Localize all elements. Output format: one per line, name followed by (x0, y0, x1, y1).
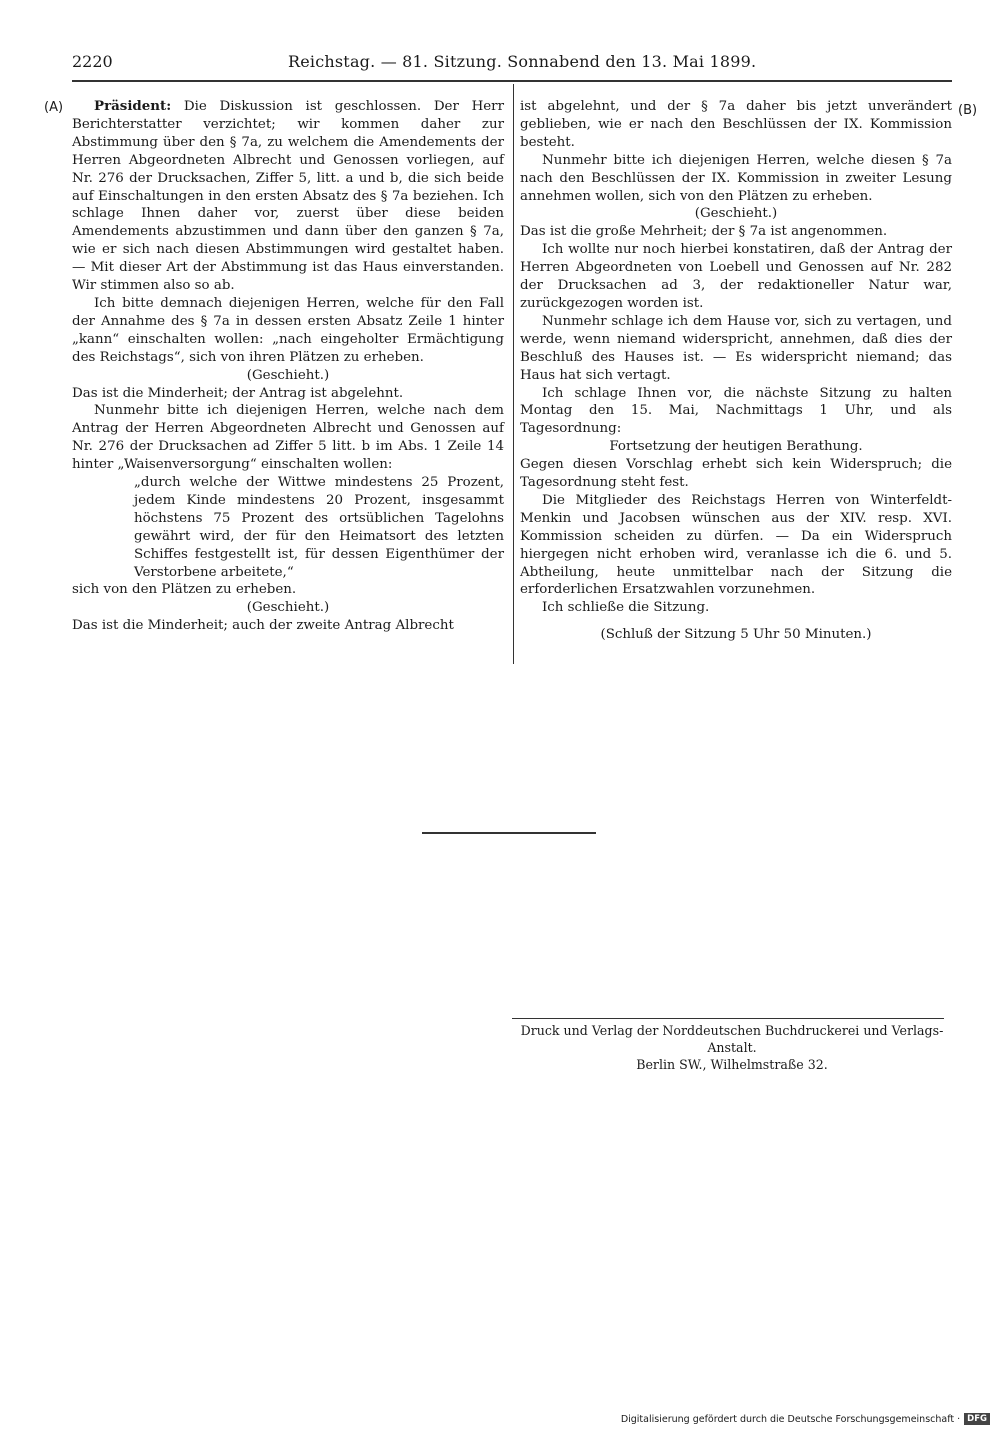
section-rule (422, 832, 596, 834)
running-head: Reichstag. — 81. Sitzung. Sonnabend den 13. Mai 1899. (288, 52, 757, 71)
footer (600, 1413, 990, 1427)
paragraph (72, 98, 504, 295)
session-close: (Schluß der Sitzung 5 Uhr 50 Minuten.) (600, 627, 872, 643)
paragraph: Nunmehr bitte ich diejenigen Herren, welche nach dem Antrag der Herren Abgeordneten Albrecht und Genossen auf Nr. 276 der Drucksachen ad Ziffer 5 litt. b im Abs. 1 Zeile 14 hinter „Waisenversorgung“ einschalten wollen: (72, 403, 504, 473)
quoted-amendment: „durch welche der Wittwe mindestens 25 Prozent, jedem Kinde mindestens 20 Prozent, insgesammt höchstens 75 Prozent des ortsüblichen Tagelohns gewährt wird, der für den Heimatsort des letzten Schiffes festgestellt ist, für dessen Eigenthümer der Verstorbene arbeitete,“ (134, 475, 504, 580)
agenda-item: Fortsetzung der heutigen Berathung. (609, 439, 863, 455)
footer-text: Digitalisierung gefördert durch die Deutsche Forschungsgemeinschaft · (620, 1413, 961, 1425)
paragraph: Gegen diesen Vorschlag erhebt sich kein Widerspruch; die Tagesordnung steht fest. (520, 457, 952, 491)
paragraph: Die Mitglieder des Reichstags Herren von Winterfeldt-Menkin und Jacobsen wünschen aus der XIV. resp. XVI. Kommission scheiden zu dürfen. — Da ein Widerspruch hiergegen nicht erhoben wird, veranlasse ich die 6. und 5. Abtheilung, heute unmittelbar nach der Sitzung die erforderlichen Ersatzwahlen vorzunehmen. (520, 492, 952, 598)
paragraph: Nunmehr bitte ich diejenigen Herren, welche diesen § 7a nach den Beschlüssen der IX. Kommission in zweiter Lesung annehmen wollen, sich von den Plätzen zu erheben. (520, 152, 952, 204)
paragraph-text: Die Diskussion ist geschlossen. Der Herr Berichterstatter verzichtet; wir kommen daher zur Abstimmung über den § 7a, zu welchem die Amendements der Herren Abgeordneten Albrecht und Genossen vorliegen, auf Nr. 276 der Drucksachen, Ziffer 5, litt. a und b, die sich beide auf Einschaltungen in den ersten Absatz des § 7a beziehen. Ich schlage Ihnen daher vor, zuerst über diese beiden Amendements abzustimmen und dann über den ganzen § 7a, wie er sich nach diesen Abstimmungen wird gestaltet haben. — Mit dieser Art der Abstimmung ist das Haus einverstanden. Wir stimmen also so ab. (72, 99, 504, 294)
imprint-line: Druck und Verlag der Norddeutschen Buchdruckerei und Verlags-Anstalt. (520, 1023, 944, 1055)
paragraph: Das ist die große Mehrheit; der § 7a ist angenommen. (520, 224, 888, 240)
paragraph: Ich bitte demnach diejenigen Herren, welche für den Fall der Annahme des § 7a in dessen ersten Absatz Zeile 1 hinter „kann“ einschalten wollen: „nach eingeholter Ermächtigung des Reichstags“, sich von ihren Plätzen zu erheben. (72, 295, 504, 365)
stage-direction: (Geschieht.) (694, 206, 778, 222)
page-number: 2220 (72, 52, 113, 71)
paragraph: ist abgelehnt, und der § 7a daher bis jetzt unverändert geblieben, wie er nach den Beschlüssen der IX. Kommission besteht. (520, 99, 952, 150)
paragraph: Das ist die Minderheit; der Antrag ist abgelehnt. (72, 385, 404, 401)
stage-direction: (Geschieht.) (246, 600, 330, 616)
page-header (72, 52, 952, 76)
column-divider (513, 84, 514, 664)
paragraph: Ich schlage Ihnen vor, die nächste Sitzung zu halten Montag den 15. Mai, Nachmittags 1 Uhr, und als Tagesordnung: (520, 385, 952, 437)
imprint-rule (512, 1018, 944, 1019)
paragraph: Das ist die Minderheit; auch der zweite Antrag Albrecht (72, 618, 454, 634)
dfg-logo-icon: DFG (964, 1413, 990, 1425)
header-rule (72, 80, 952, 82)
stage-direction: (Geschieht.) (246, 367, 330, 383)
right-column (520, 98, 952, 644)
margin-marker-a: (A) (44, 100, 64, 115)
paragraph: Nunmehr schlage ich dem Hause vor, sich zu vertagen, und werde, wenn niemand widerspricht, annehmen, daß dies der Beschluß des Hauses ist. — Es widerspricht niemand; das Haus hat sich vertagt. (520, 313, 952, 383)
paragraph: sich von den Plätzen zu erheben. (72, 582, 297, 598)
paragraph: Ich schließe die Sitzung. (542, 600, 710, 616)
speaker-name: Präsident: (94, 98, 172, 114)
paragraph: Ich wollte nur noch hierbei konstatiren, daß der Antrag der Herren Abgeordneten von Loebell und Genossen auf Nr. 282 der Drucksachen ad 3, der redaktioneller Natur war, zurückgezogen worden ist. (520, 242, 952, 311)
imprint (512, 1022, 952, 1073)
imprint-line: Berlin SW., Wilhelmstraße 32. (636, 1057, 828, 1072)
margin-marker-b: (B) (958, 103, 978, 118)
left-column (72, 98, 504, 635)
